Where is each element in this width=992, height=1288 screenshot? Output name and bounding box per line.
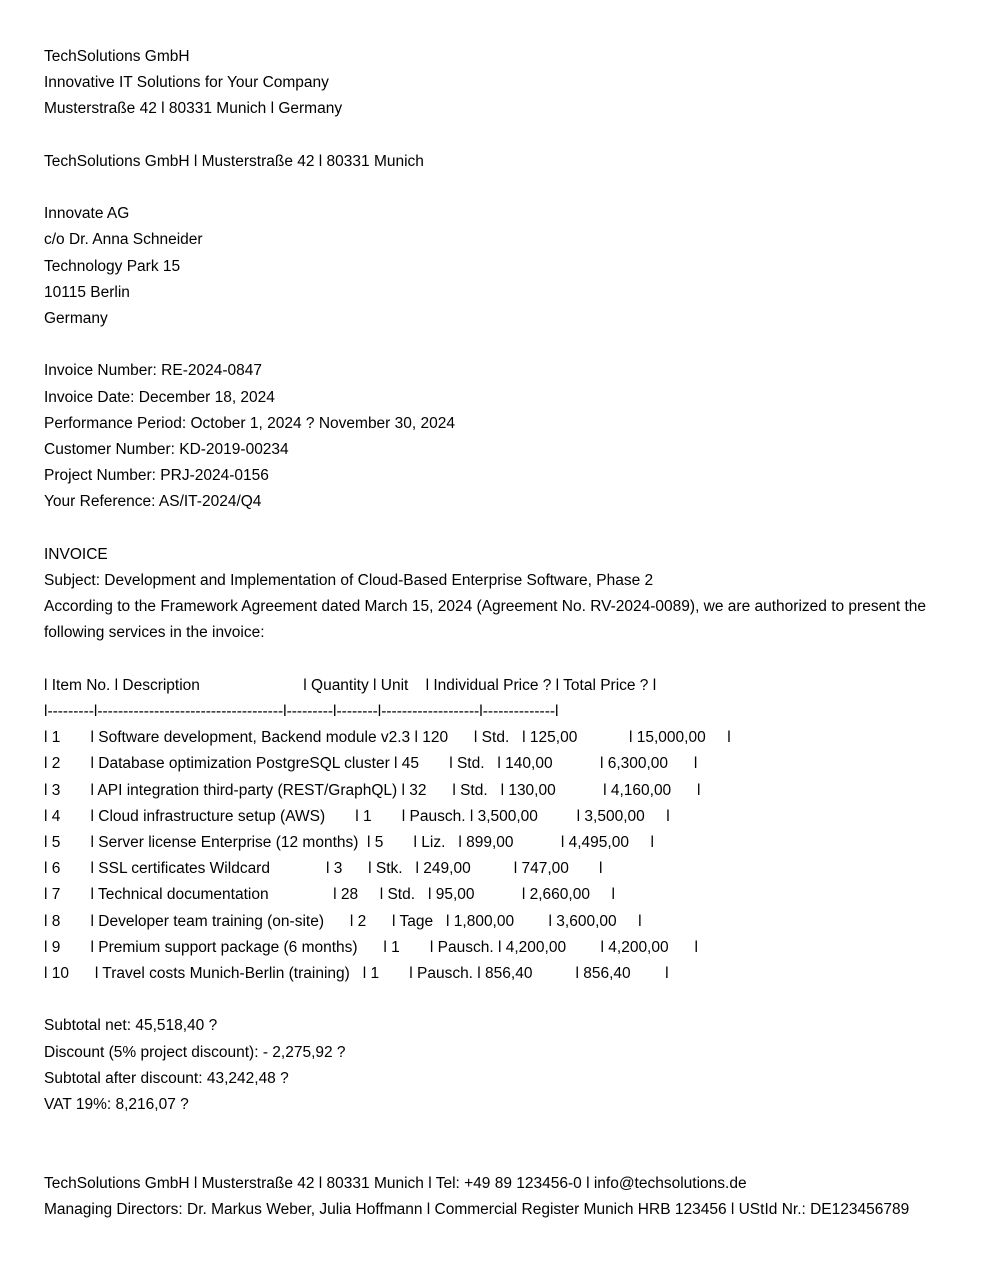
your-reference: Your Reference: AS/IT-2024/Q4 bbox=[44, 493, 262, 511]
totals-block bbox=[44, 1013, 952, 1118]
line-items-table bbox=[44, 673, 952, 987]
recipient-street: Technology Park 15 bbox=[44, 257, 181, 275]
subtotal-after-discount: Subtotal after discount: 43,242,48 ? bbox=[44, 1069, 289, 1087]
footer-contact: TechSolutions GmbH l Musterstraße 42 l 80331 Munich l Tel: +49 89 123456-0 l info@techsolutions.de bbox=[44, 1174, 747, 1192]
spacer bbox=[44, 175, 952, 201]
return-address: TechSolutions GmbH l Musterstraße 42 l 80331 Munich bbox=[44, 152, 424, 170]
table-row: l 7 l Technical documentation l 28 l Std. l 95,00 l 2,660,00 l bbox=[44, 886, 615, 904]
footer-legal: Managing Directors: Dr. Markus Weber, Julia Hoffmann l Commercial Register Munich HRB 123456 l UStId Nr.: DE123456789 bbox=[44, 1200, 910, 1218]
invoice-intro: According to the Framework Agreement dated March 15, 2024 (Agreement No. RV-2024-0089), we are authorized to present the following services in the invoice: bbox=[44, 598, 931, 642]
recipient-attention: c/o Dr. Anna Schneider bbox=[44, 231, 203, 249]
table-row: l 10 l Travel costs Munich-Berlin (training) l 1 l Pausch. l 856,40 l 856,40 l bbox=[44, 965, 669, 983]
invoice-date: Invoice Date: December 18, 2024 bbox=[44, 388, 275, 406]
table-row: l 3 l API integration third-party (REST/GraphQL) l 32 l Std. l 130,00 l 4,160,00 l bbox=[44, 781, 701, 799]
page-title: INVOICE bbox=[44, 545, 108, 563]
table-row: l 2 l Database optimization PostgreSQL cluster l 45 l Std. l 140,00 l 6,300,00 l bbox=[44, 755, 698, 773]
sender-tagline: Innovative IT Solutions for Your Company bbox=[44, 74, 329, 92]
table-row: l 8 l Developer team training (on-site) l 2 l Tage l 1,800,00 l 3,600,00 l bbox=[44, 912, 642, 930]
discount: Discount (5% project discount): - 2,275,92 ? bbox=[44, 1043, 346, 1061]
project-number: Project Number: PRJ-2024-0156 bbox=[44, 467, 269, 485]
spacer bbox=[44, 987, 952, 1013]
customer-number: Customer Number: KD-2019-00234 bbox=[44, 441, 289, 458]
performance-period: Performance Period: October 1, 2024 ? November 30, 2024 bbox=[44, 414, 455, 432]
spacer bbox=[44, 1118, 952, 1144]
footer-block bbox=[44, 1171, 952, 1223]
spacer bbox=[44, 123, 952, 149]
spacer bbox=[44, 332, 952, 358]
subtotal-net: Subtotal net: 45,518,40 ? bbox=[44, 1017, 218, 1035]
recipient-country: Germany bbox=[44, 310, 108, 327]
sender-address: Musterstraße 42 l 80331 Munich l Germany bbox=[44, 100, 343, 118]
spacer bbox=[44, 647, 952, 673]
vat: VAT 19%: 8,216,07 ? bbox=[44, 1096, 189, 1114]
spacer bbox=[44, 1144, 952, 1170]
invoice-subject: Subject: Development and Implementation of Cloud-Based Enterprise Software, Phase 2 bbox=[44, 572, 654, 589]
invoice-number: Invoice Number: RE-2024-0847 bbox=[44, 362, 262, 380]
table-row: l 6 l SSL certificates Wildcard l 3 l Stk. l 249,00 l 747,00 l bbox=[44, 860, 603, 878]
recipient-company: Innovate AG bbox=[44, 205, 130, 223]
sender-company: TechSolutions GmbH bbox=[44, 48, 190, 65]
spacer bbox=[44, 516, 952, 542]
table-row: l 1 l Software development, Backend module v2.3 l 120 l Std. l 125,00 l 15,000,00 l bbox=[44, 729, 731, 747]
table-separator-row: l---------l------------------------------------l---------l--------l-------------------l--------------l bbox=[44, 703, 559, 720]
table-row: l 9 l Premium support package (6 months) l 1 l Pausch. l 4,200,00 l 4,200,00 l bbox=[44, 938, 698, 956]
table-header-row: l Item No. l Description l Quantity l Unit l Individual Price ? l Total Price ? l bbox=[44, 676, 657, 694]
recipient-city: 10115 Berlin bbox=[44, 283, 130, 301]
table-row: l 4 l Cloud infrastructure setup (AWS) l 1 l Pausch. l 3,500,00 l 3,500,00 l bbox=[44, 807, 670, 825]
table-row: l 5 l Server license Enterprise (12 months) l 5 l Liz. l 899,00 l 4,495,00 l bbox=[44, 834, 654, 852]
